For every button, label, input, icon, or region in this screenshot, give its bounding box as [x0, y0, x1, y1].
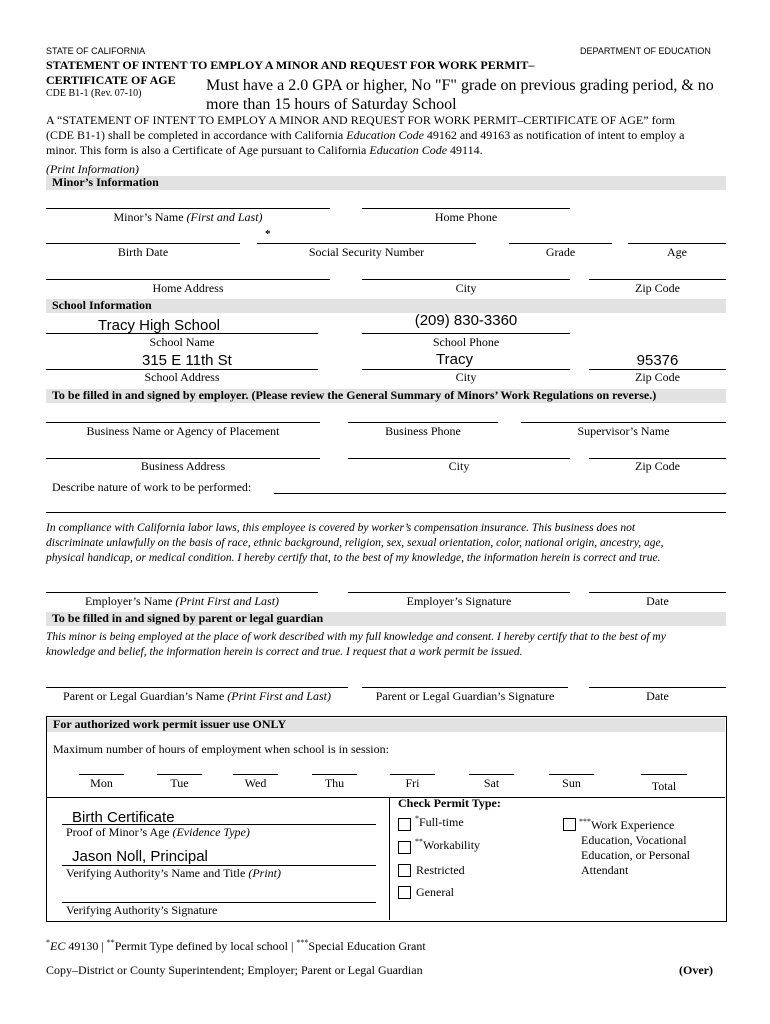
- business-name-label: Business Name or Agency of Placement: [86, 424, 280, 438]
- minor-home-address-field[interactable]: [46, 279, 330, 280]
- workability-checkbox[interactable]: [398, 841, 411, 854]
- work-experience-checkbox[interactable]: [563, 818, 576, 831]
- birth-date-field[interactable]: [46, 243, 240, 244]
- guardian-name-label: Parent or Legal Guardian’s Name (Print First and Last): [63, 689, 331, 703]
- restricted-label: Restricted: [416, 863, 465, 877]
- employer-signature-label: Employer’s Signature: [406, 594, 512, 608]
- full-time-label: *Full-time: [415, 814, 464, 829]
- issuer-vertical-divider: [389, 797, 390, 920]
- restricted-checkbox[interactable]: [398, 864, 411, 877]
- minor-city-label: City: [455, 281, 477, 295]
- minor-zip-label: Zip Code: [635, 281, 680, 295]
- compliance-statement: In compliance with California labor laws, this employee is covered by worker’s compensation insurance. This business does not discriminate unlawfully on the basis of race, ethnic background, religion, sex, sexual orientation, color, national origin, ancestry, age, physical handicap, or medical condition. I hereby certify that, to the best of my knowledge, the information herein is correct and true.: [46, 522, 664, 564]
- hours-sat-label: Sat: [483, 776, 500, 790]
- business-name-field[interactable]: [46, 422, 320, 423]
- max-hours-label: Maximum number of hours of employment when school is in session:: [53, 742, 389, 756]
- check-permit-type-title: Check Permit Type:: [398, 796, 501, 810]
- general-checkbox[interactable]: [398, 886, 411, 899]
- employer-date-label: Date: [646, 594, 669, 608]
- minor-home-address-label: Home Address: [152, 281, 224, 295]
- minor-home-phone-label: Home Phone: [434, 210, 498, 224]
- form-code: CDE B1-1 (Rev. 07-10): [46, 88, 142, 99]
- ssn-asterisk: *: [265, 228, 271, 240]
- school-phone-value[interactable]: (209) 830-3360: [414, 312, 518, 329]
- hours-fri-field[interactable]: [390, 774, 435, 775]
- work-experience-label: ***Work Experience Education, Vocational Education, or Personal Attendant: [579, 817, 690, 877]
- school-zip-label: Zip Code: [635, 370, 680, 384]
- hours-thu-field[interactable]: [312, 774, 357, 775]
- school-zip-value[interactable]: 95376: [636, 352, 679, 369]
- hours-wed-field[interactable]: [233, 774, 278, 775]
- business-zip-label: Zip Code: [635, 459, 680, 473]
- verifying-signature-label: Verifying Authority’s Signature: [66, 903, 218, 917]
- form-title-line2: CERTIFICATE OF AGE: [46, 73, 176, 87]
- minor-city-field[interactable]: [362, 279, 570, 280]
- minor-name-field[interactable]: [46, 208, 330, 209]
- minor-section-header: Minor’s Information: [46, 176, 726, 190]
- hours-wed-label: Wed: [244, 776, 267, 790]
- school-city-value[interactable]: Tracy: [436, 351, 473, 368]
- nature-of-work-field[interactable]: [274, 493, 726, 494]
- verifying-authority-label: Verifying Authority’s Name and Title (Print): [66, 866, 281, 880]
- supervisor-name-label: Supervisor’s Name: [577, 424, 670, 438]
- minor-zip-field[interactable]: [589, 279, 726, 280]
- minor-home-phone-field[interactable]: [362, 208, 570, 209]
- employer-section-header: To be filled in and signed by employer. (Please review the General Summary of Minors’ Work Regulations on reverse.): [46, 389, 726, 403]
- department-label: DEPARTMENT OF EDUCATION: [580, 46, 711, 56]
- age-label: Age: [667, 245, 687, 259]
- age-field[interactable]: [628, 243, 726, 244]
- ssn-field[interactable]: [257, 243, 476, 244]
- minor-name-label: Minor’s Name (First and Last): [113, 210, 263, 224]
- school-section-header: School Information: [46, 299, 726, 313]
- grade-field[interactable]: [509, 243, 612, 244]
- employer-signature-field[interactable]: [348, 592, 570, 593]
- nature-of-work-field-line2[interactable]: [46, 512, 726, 513]
- proof-of-age-value[interactable]: Birth Certificate: [72, 809, 175, 826]
- employer-name-field[interactable]: [46, 592, 318, 593]
- hours-mon-field[interactable]: [79, 774, 124, 775]
- guardian-date-field[interactable]: [589, 687, 726, 688]
- guardian-signature-field[interactable]: [362, 687, 568, 688]
- school-name-field[interactable]: [46, 333, 318, 334]
- form-title-line1: STATEMENT OF INTENT TO EMPLOY A MINOR AND REQUEST FOR WORK PERMIT–: [46, 58, 535, 72]
- school-address-value[interactable]: 315 E 11th St: [142, 352, 232, 369]
- handwritten-annotation-line1: Must have a 2.0 GPA or higher, No "F" grade on previous grading period, & no: [206, 77, 714, 94]
- over-label: (Over): [679, 963, 713, 977]
- hours-fri-label: Fri: [405, 776, 420, 790]
- birth-date-label: Birth Date: [117, 245, 169, 259]
- hours-tue-field[interactable]: [157, 774, 202, 775]
- guardian-signature-label: Parent or Legal Guardian’s Signature: [375, 689, 555, 703]
- hours-total-field[interactable]: [641, 774, 687, 775]
- school-name-label: School Name: [149, 335, 215, 349]
- footer-notes: *EC 49130 | **Permit Type defined by local school | ***Special Education Grant: [46, 938, 426, 953]
- school-address-label: School Address: [144, 370, 220, 384]
- employer-name-label: Employer’s Name (Print First and Last): [84, 594, 280, 608]
- general-label: General: [416, 885, 454, 899]
- guardian-section-header: To be filled in and signed by parent or legal guardian: [46, 612, 726, 626]
- school-phone-label: School Phone: [432, 335, 500, 349]
- guardian-date-label: Date: [646, 689, 669, 703]
- hours-tue-label: Tue: [170, 776, 189, 790]
- ssn-label: Social Security Number: [308, 245, 425, 259]
- issuer-divider: [47, 797, 725, 798]
- school-name-value[interactable]: Tracy High School: [98, 317, 220, 334]
- guardian-name-field[interactable]: [46, 687, 348, 688]
- supervisor-name-field[interactable]: [521, 422, 726, 423]
- guardian-statement: This minor is being employed at the place of work described with my full knowledge and consent. I hereby certify that to the best of my knowledge and belief, the information herein is correct and true. I request that a work permit be issued.: [46, 631, 666, 658]
- hours-sat-field[interactable]: [469, 774, 514, 775]
- grade-label: Grade: [545, 245, 576, 259]
- handwritten-annotation-line2: more than 15 hours of Saturday School: [206, 96, 457, 113]
- hours-thu-label: Thu: [324, 776, 345, 790]
- school-phone-field[interactable]: [362, 333, 570, 334]
- proof-of-age-label: Proof of Minor’s Age (Evidence Type): [66, 825, 250, 839]
- business-phone-field[interactable]: [348, 422, 498, 423]
- print-info-note: (Print Information): [46, 162, 139, 176]
- full-time-checkbox[interactable]: [398, 818, 411, 831]
- hours-sun-label: Sun: [562, 776, 581, 790]
- business-city-label: City: [448, 459, 470, 473]
- copy-distribution: Copy–District or County Superintendent; Employer; Parent or Legal Guardian: [46, 963, 423, 977]
- verifying-authority-value[interactable]: Jason Noll, Principal: [72, 848, 208, 865]
- hours-sun-field[interactable]: [549, 774, 594, 775]
- school-city-label: City: [455, 370, 477, 384]
- nature-of-work-label: Describe nature of work to be performed:: [52, 480, 252, 494]
- issuer-section-header: For authorized work permit issuer use ONLY: [47, 718, 725, 732]
- hours-total-label: Total: [651, 779, 677, 793]
- state-label: STATE OF CALIFORNIA: [46, 46, 146, 56]
- business-address-label: Business Address: [140, 459, 226, 473]
- business-phone-label: Business Phone: [385, 424, 461, 438]
- employer-date-field[interactable]: [589, 592, 726, 593]
- hours-mon-label: Mon: [90, 776, 113, 790]
- workability-label: **Workability: [415, 837, 481, 852]
- intro-paragraph: A “STATEMENT OF INTENT TO EMPLOY A MINOR AND REQUEST FOR WORK PERMIT–CERTIFICATE OF AGE” form (CDE B1-1) shall be completed in accordance with California Education Code 49162 and 49163 as notification of intent to employ a minor. This form is also a Certificate of Age pursuant to California Education Code 49114.: [46, 113, 685, 157]
